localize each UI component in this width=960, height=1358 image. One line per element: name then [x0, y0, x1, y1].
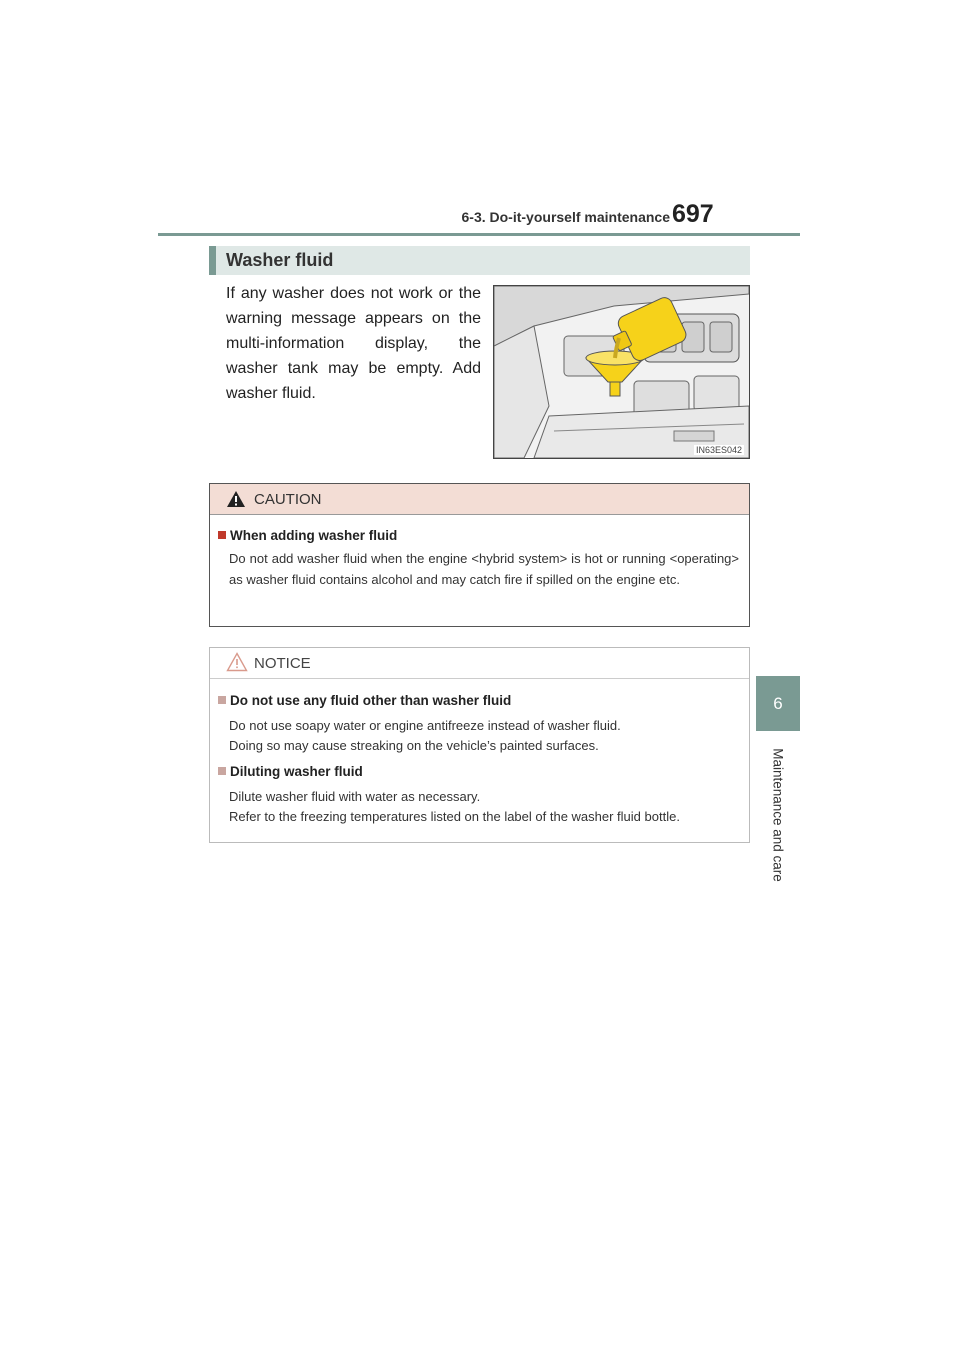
washer-fluid-illustration [493, 285, 750, 459]
page-number: 697 [672, 200, 714, 228]
chapter-tab-number: 6 [756, 676, 800, 731]
notice-item-heading: Do not use any fluid other than washer fluid [218, 693, 511, 708]
notice-item-line: Refer to the freezing temperatures listed on the label of the washer fluid bottle. [229, 809, 680, 824]
notice-box [209, 647, 750, 843]
section-heading [209, 246, 750, 275]
caution-box [209, 483, 750, 627]
intro-paragraph: If any washer does not work or the warning message appears on the multi-information display, the washer tank may be empty. Add washer fluid. [226, 285, 481, 402]
section-title: Washer fluid [226, 250, 334, 270]
caution-title: CAUTION [254, 491, 322, 508]
figure-code: IN63ES042 [695, 445, 742, 455]
chapter-tab-label: Maintenance and care [770, 748, 786, 882]
notice-triangle-icon [226, 652, 248, 672]
notice-item-line: Doing so may cause streaking on the vehicle’s painted surfaces. [229, 738, 599, 753]
notice-item-heading: Diluting washer fluid [218, 764, 363, 779]
warning-triangle-icon [226, 490, 246, 508]
caution-item-heading: When adding washer fluid [218, 528, 397, 543]
caution-header [210, 484, 749, 515]
header-rule [158, 233, 800, 236]
bullet-square-icon [218, 767, 226, 775]
notice-item-line: Dilute washer fluid with water as necessary. [229, 789, 481, 804]
engine-bay-drawing [494, 286, 749, 458]
notice-title: NOTICE [254, 655, 311, 672]
header-section-title: 6-3. Do-it-yourself maintenance [461, 209, 670, 225]
caution-item-text: Do not add washer fluid when the engine <hybrid system> is hot or running <operating> as washer fluid contains alcohol and may catch fire if spilled on the engine etc. [229, 551, 739, 587]
notice-header [210, 648, 749, 679]
notice-item-line: Do not use soapy water or engine antifreeze instead of washer fluid. [229, 718, 621, 733]
bullet-square-icon [218, 696, 226, 704]
bullet-square-icon [218, 531, 226, 539]
chapter-tab [756, 740, 800, 890]
